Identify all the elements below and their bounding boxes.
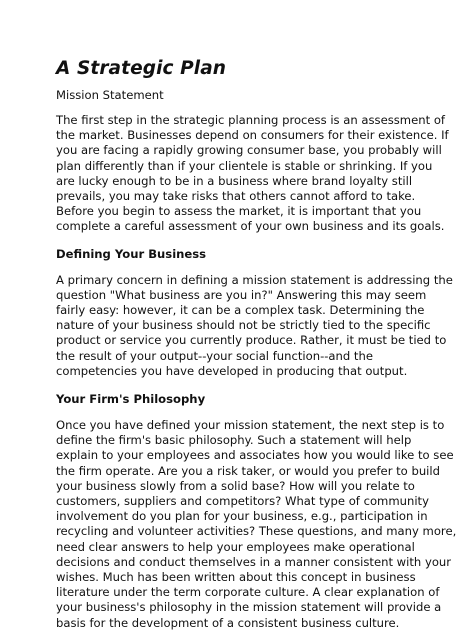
text-line: you are facing a rapidly growing consumer base, you probably will [56,143,442,158]
text-line: basis for the development of a consistent business culture. [56,615,400,630]
text-line: your business slowly from a solid base? How will you relate to [56,478,415,493]
heading-defining-business: Defining Your Business [56,246,207,261]
document-title: A Strategic Plan [56,58,227,79]
text-line: Before you begin to assess the market, it is important that you [56,204,422,219]
paragraph-firm-philosophy [56,418,457,631]
text-line: the market. Businesses depend on consumers for their existence. If [56,128,449,143]
heading-firm-philosophy: Your Firm's Philosophy [56,392,206,407]
text-line: recycling and volunteer activities? These questions, and many more, [56,524,457,539]
document-subtitle: Mission Statement [56,88,164,102]
text-line: product or service you currently produce. Rather, it must be tied to [56,333,447,348]
text-line: nature of your business should not be strictly tied to the specific [56,318,431,333]
text-line: literature under the term corporate culture. A clear explanation of [56,585,440,600]
text-line: competencies you have developed in producing that output. [56,363,408,378]
text-line: the result of your output--your social function--and the [56,348,373,363]
text-line: complete a careful assessment of your own business and its goals. [56,219,445,234]
text-line: wishes. Much has been written about this concept in business [56,570,416,585]
text-line: the firm operate. Are you a risk taker, or would you prefer to build [56,463,440,478]
text-line: your business's philosophy in the mission statement will provide a [56,600,442,615]
text-line: involvement do you plan for your business, e.g., participation in [56,509,428,524]
text-line: customers, suppliers and competitors? What type of community [56,494,429,509]
text-line: A primary concern in defining a mission statement is addressing the [56,272,453,287]
text-line: Once you have defined your mission statement, the next step is to [56,418,445,433]
text-line: prevails, you may take risks that others cannot afford to take. [56,189,416,204]
document-page [56,58,457,631]
text-line: need clear answers to help your employees make operational [56,539,415,554]
text-line: question "What business are you in?" Answering this may seem [56,287,427,302]
text-line: The first step in the strategic planning process is an assessment of [56,113,445,127]
text-line: explain to your employees and associates how you would like to see [56,448,454,463]
text-line: plan differently than if your clientele is stable or shrinking. If you [56,158,433,173]
text-line: are lucky enough to be in a business where brand loyalty still [56,173,413,188]
paragraph-defining-business [56,272,453,379]
text-line: fairly easy: however, it can be a complex task. Determining the [56,303,425,318]
paragraph-market-assessment [56,113,449,235]
text-line: define the firm's basic philosophy. Such a statement will help [56,433,412,448]
text-line: decisions and conduct themselves in a manner consistent with your [56,554,452,569]
